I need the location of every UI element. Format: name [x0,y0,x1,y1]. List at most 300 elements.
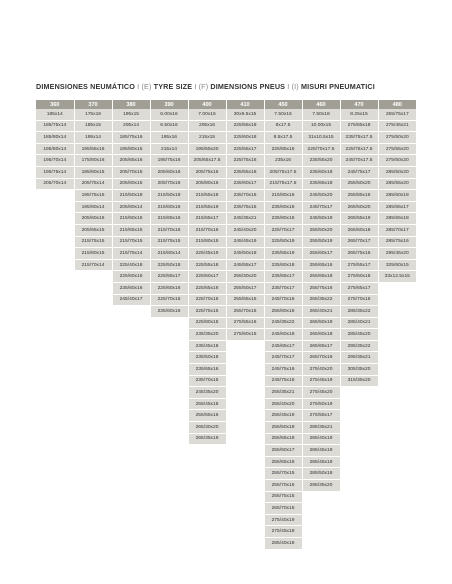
table-cell: 285/50x20 [378,166,416,178]
table-cell [36,201,74,213]
table-row [36,352,416,364]
table-cell [378,340,416,352]
table-cell: 215/65x17 [188,213,226,225]
table-cell [74,352,112,364]
table-cell: 225/70x17 [264,224,302,236]
table-cell [340,468,378,480]
table-cell: 235/60x17 [226,178,264,190]
table-cell: 195/70x14 [36,155,74,167]
table-cell: 225/60x17 [188,271,226,283]
table-cell: 285/50x18 [302,468,340,480]
table-cell: 285/65x17 [378,201,416,213]
table-cell [226,410,264,422]
table-row [36,422,416,434]
table-cell: 215/65x15 [112,224,150,236]
table-cell [150,526,188,538]
table-cell [36,445,74,457]
table-cell [74,456,112,468]
table-cell [302,526,340,538]
table-row [36,178,416,190]
table-cell: 275/50x20 [378,132,416,144]
table-cell [302,537,340,549]
table-row [36,537,416,549]
table-cell: 255/75x15 [264,491,302,503]
table-cell [378,514,416,526]
table-cell: 275/40x20 [302,364,340,376]
tyre-size-table [36,100,416,550]
table-cell [340,387,378,399]
table-cell [226,480,264,492]
table-cell [150,537,188,549]
table-cell [36,364,74,376]
table-cell: 235/80x16 [264,213,302,225]
table-cell: 265/55x19 [340,213,378,225]
table-cell [74,398,112,410]
table-cell: 205/75x17.5 [264,166,302,178]
column-header: 370 [74,100,112,109]
table-cell: 185/75x16 [112,132,150,144]
table-cell [112,422,150,434]
table-cell: 195/80x14 [74,201,112,213]
table-cell: 245/35x20 [188,387,226,399]
table-cell: 215/70x16 [150,224,188,236]
table-cell: 235/45x18 [188,340,226,352]
table-cell: 255/65x16 [188,410,226,422]
table-cell: 325/60x15 [378,259,416,271]
table-cell: 255/50x17 [226,282,264,294]
table-cell: 235/70x17 [264,282,302,294]
table-cell [112,433,150,445]
table-cell: 225/75x17.5 [340,143,378,155]
table-cell: 285/75x16 [378,236,416,248]
table-cell: 245/40x20 [226,224,264,236]
table-cell: 235/70x16 [226,190,264,202]
table-cell: 215/70x15 [112,236,150,248]
table-cell [112,364,150,376]
table-cell: 225/80x15 [188,317,226,329]
table-cell: 245/65x17 [264,340,302,352]
title-es: DIMENSIONES NEUMÁTICO [36,82,135,91]
table-cell: 235/55x18 [226,166,264,178]
table-cell: 205/65x15 [74,224,112,236]
table-cell: 245/70x16 [264,294,302,306]
table-cell [112,306,150,318]
table-cell [112,503,150,515]
table-cell [340,433,378,445]
table-cell: 185/80x14 [36,132,74,144]
table-cell: 275/45x19 [302,375,340,387]
table-cell [150,503,188,515]
table-cell: 185/80x15 [74,166,112,178]
table-cell: 255/50x18 [264,422,302,434]
table-cell [150,410,188,422]
table-row [36,480,416,492]
table-cell: 285/60x18 [378,190,416,202]
table-cell [188,445,226,457]
table-cell: 285/45x19 [302,445,340,457]
table-cell: 205/75x14 [74,178,112,190]
table-row [36,109,416,120]
table-cell [36,433,74,445]
table-cell [378,503,416,515]
table-cell: 175x16 [74,109,112,120]
table-cell [226,491,264,503]
table-cell [74,410,112,422]
table-row [36,282,416,294]
table-row [36,456,416,468]
table-cell: 195/80x15 [112,143,150,155]
table-cell: 215/65x16 [150,213,188,225]
table-cell: 185x14 [36,109,74,120]
table-cell [150,468,188,480]
table-cell: 215/80x14 [150,248,188,260]
table-cell: 205/70x14 [36,178,74,190]
table-cell: 245/50x20 [302,190,340,202]
table-cell [112,329,150,341]
table-cell [378,317,416,329]
table-cell: 285/65x18 [378,213,416,225]
table-cell [340,491,378,503]
table-cell: 235/65x16 [188,364,226,376]
table-cell: 235/50x18 [188,352,226,364]
table-cell: 235/35x20 [188,329,226,341]
table-cell: 275/70x16 [340,294,378,306]
table-cell [36,387,74,399]
table-cell [36,468,74,480]
column-header: 460 [302,100,340,109]
table-row [36,317,416,329]
table-cell [112,340,150,352]
table-cell: 185/75x14 [36,120,74,132]
table-cell [226,445,264,457]
table-cell: 265/40x21 [302,306,340,318]
title-fr: DIMENSIONS PNEUS [210,82,286,91]
table-cell [188,514,226,526]
table-cell: 195/80x14 [36,143,74,155]
table-cell: 185x15 [74,120,112,132]
table-cell [36,456,74,468]
table-cell: 225/75x16 [226,155,264,167]
table-cell: 255/50x20 [340,178,378,190]
table-cell: 245/70x17 [302,201,340,213]
table-cell [378,352,416,364]
table-cell: 215/70x16 [188,224,226,236]
table-cell: 205/80x14 [112,201,150,213]
table-cell [340,514,378,526]
table-row [36,329,416,341]
table-row [36,387,416,399]
table-cell: 8.25x15 [340,109,378,120]
table-cell [74,387,112,399]
table-cell [36,410,74,422]
table-cell: 255/60x17 [264,445,302,457]
table-cell: 225/55x17 [150,271,188,283]
table-cell: 285/35x21 [302,422,340,434]
table-cell [340,422,378,434]
table-row [36,375,416,387]
table-cell [112,456,150,468]
table-cell: 215/55x19 [188,201,226,213]
table-cell: 275/55x16 [226,317,264,329]
table-body [36,109,416,549]
table-cell: 30x9.5x15 [226,109,264,120]
table-cell: 235/55x19 [264,248,302,260]
table-cell: 255/75x16 [302,282,340,294]
table-row [36,236,416,248]
table-cell: 195/75x15 [74,190,112,202]
table-cell [340,537,378,549]
table-cell: 215/50x18 [150,190,188,202]
table-cell [36,248,74,260]
table-cell [36,190,74,202]
table-cell [226,352,264,364]
table-cell: 245/70x17.5 [340,155,378,167]
table-cell [74,468,112,480]
table-cell: 275/40x19 [264,514,302,526]
title-it: MISURI PNEUMATICI [300,82,375,91]
table-cell: 215/80x15 [74,248,112,260]
table-cell [340,456,378,468]
table-cell: 235/70x15 [188,375,226,387]
table-cell: 215/75x17.5 [264,178,302,190]
table-cell: 225/85x16 [264,143,302,155]
table-cell: 225/60x16 [150,282,188,294]
column-header: 410 [226,100,264,109]
table-cell: 215/75x15 [74,236,112,248]
table-cell: 255/65x15 [226,294,264,306]
table-cell: 215x14 [150,143,188,155]
table-cell [226,398,264,410]
table-cell: 275/60x15 [226,329,264,341]
table-cell: 245/75x16 [264,364,302,376]
table-cell: 285/70x17 [378,224,416,236]
table-cell: 265/75x16 [340,248,378,260]
table-cell: 245/60x18 [264,329,302,341]
table-cell: 245/40x17 [112,294,150,306]
column-header: 360 [36,100,74,109]
table-cell [150,352,188,364]
table-row [36,340,416,352]
table-cell [74,364,112,376]
table-cell [188,503,226,515]
table-cell: 305/35x20 [340,364,378,376]
table-cell: 215x15 [188,132,226,144]
table-cell: 225/75x15 [188,306,226,318]
table-cell [150,433,188,445]
table-row [36,201,416,213]
table-row [36,491,416,503]
table-cell: 205x14 [112,120,150,132]
table-row [36,306,416,318]
table-cell: 275/65x18 [340,120,378,132]
table-cell: 235/60x18 [264,259,302,271]
table-cell: 255/80x16 [264,306,302,318]
table-cell: 275/45x20 [302,387,340,399]
table-cell [74,282,112,294]
table-cell [112,526,150,538]
table-cell [378,480,416,492]
table-cell [340,480,378,492]
table-row [36,166,416,178]
table-cell: 225/50x19 [264,236,302,248]
table-cell: 255/45x18 [188,398,226,410]
table-cell: 205/80x15 [112,178,150,190]
table-cell: 265/65x17 [302,340,340,352]
table-cell: 205x16 [188,120,226,132]
table-cell [74,480,112,492]
table-row [36,190,416,202]
table-cell: 285/40x21 [340,317,378,329]
title-separator: I [194,82,197,91]
table-cell [74,375,112,387]
table-cell: 255/65x18 [302,271,340,283]
table-cell [188,480,226,492]
table-cell: 8.5x17.5 [264,132,302,144]
table-cell [150,340,188,352]
table-cell [226,468,264,480]
table-cell [112,352,150,364]
table-cell [378,294,416,306]
table-cell [36,398,74,410]
table-cell: 235/60x16 [112,282,150,294]
table-cell [36,329,74,341]
table-cell: 225/65x17 [226,143,264,155]
table-cell: 215/60x16 [112,213,150,225]
table-cell: 195x16 [150,132,188,144]
table-cell [112,398,150,410]
table-cell [302,491,340,503]
title-separator: I [137,82,140,91]
table-cell [378,537,416,549]
table-cell [378,410,416,422]
table-cell [150,364,188,376]
table-cell: 215/50x18 [112,190,150,202]
table-header-row [36,100,416,109]
table-cell: 235x16 [264,155,302,167]
title-en-prefix: (E) [141,82,152,91]
table-cell: 255/40x20 [264,398,302,410]
table-cell: 265/35x19 [188,433,226,445]
table-cell: 255/65x16 [302,259,340,271]
table-cell: 245/75x16 [264,375,302,387]
table-cell [74,503,112,515]
table-cell: 285/35x22 [340,306,378,318]
table-cell: 265/70x16 [302,352,340,364]
table-cell [378,491,416,503]
table-cell [150,456,188,468]
table-cell [378,468,416,480]
table-cell: 255/70x16 [264,480,302,492]
table-cell [74,317,112,329]
table-cell [150,387,188,399]
table-cell: 195x15 [112,109,150,120]
table-cell: 205/75x16 [188,166,226,178]
table-cell: 295/35x20 [302,480,340,492]
table-cell [36,503,74,515]
table-cell: 6.00x16 [150,109,188,120]
table-cell: 205/65x16 [112,155,150,167]
table-cell [302,503,340,515]
table-cell [150,329,188,341]
table-cell [36,282,74,294]
table-cell: 295/45x20 [378,248,416,260]
table-cell [378,306,416,318]
table-cell [112,387,150,399]
table-cell [36,317,74,329]
table-cell: 225/60x16 [112,271,150,283]
table-cell [36,480,74,492]
table-cell: 215/75x15 [150,236,188,248]
table-cell [302,514,340,526]
table-cell: 195x14 [74,132,112,144]
table-row [36,445,416,457]
table-cell [74,491,112,503]
table-row [36,503,416,515]
table-cell: 225/45x19 [188,248,226,260]
table-cell: 245/55x17 [226,259,264,271]
table-cell: 225/70x15 [150,294,188,306]
table-cell: 10.00x15 [302,120,340,132]
table-cell [74,445,112,457]
table-cell [378,387,416,399]
table-cell: 275/55x17 [340,259,378,271]
table-cell [74,514,112,526]
table-cell: 255/35x21 [264,387,302,399]
table-cell [74,433,112,445]
table-cell [188,456,226,468]
table-cell: 205/80x16 [188,178,226,190]
table-cell [150,445,188,457]
table-cell [36,271,74,283]
table-cell [112,537,150,549]
title-en: TYRE SIZE [153,82,193,91]
table-cell: 285/45x19 [302,456,340,468]
table-cell: 245/75x17 [340,166,378,178]
title-fr-prefix: (F) [198,82,209,91]
table-cell: 225/65x16 [188,282,226,294]
table-cell: 255/55x18 [264,433,302,445]
table-cell: 245/50x18 [226,248,264,260]
table-cell: 275/55x17 [302,410,340,422]
title-separator: I [287,82,290,91]
table-cell: 7.50x16 [264,109,302,120]
table-cell [378,282,416,294]
table-cell [112,468,150,480]
table-cell: 205/60x16 [74,213,112,225]
table-cell [36,259,74,271]
table-cell: 265/50x19 [302,317,340,329]
table-cell: 195/75x16 [150,155,188,167]
table-cell: 31x10.5x15 [302,132,340,144]
table-cell [378,433,416,445]
table-cell: 195/55x20 [188,143,226,155]
table-cell [226,387,264,399]
table-cell: 265/60x18 [340,224,378,236]
table-cell: 275/45x18 [264,526,302,538]
table-row [36,514,416,526]
column-header: 400 [188,100,226,109]
table-cell [378,398,416,410]
table-cell: 265/30x20 [188,422,226,434]
table-cell: 225/40x18 [112,259,150,271]
table-cell: 315/35x20 [340,375,378,387]
table-cell [112,410,150,422]
table-row [36,526,416,538]
table-cell: 245/70x17 [264,352,302,364]
table-cell [36,352,74,364]
table-cell: 255/60x17 [302,248,340,260]
table-cell: 255/75x17 [378,109,416,120]
